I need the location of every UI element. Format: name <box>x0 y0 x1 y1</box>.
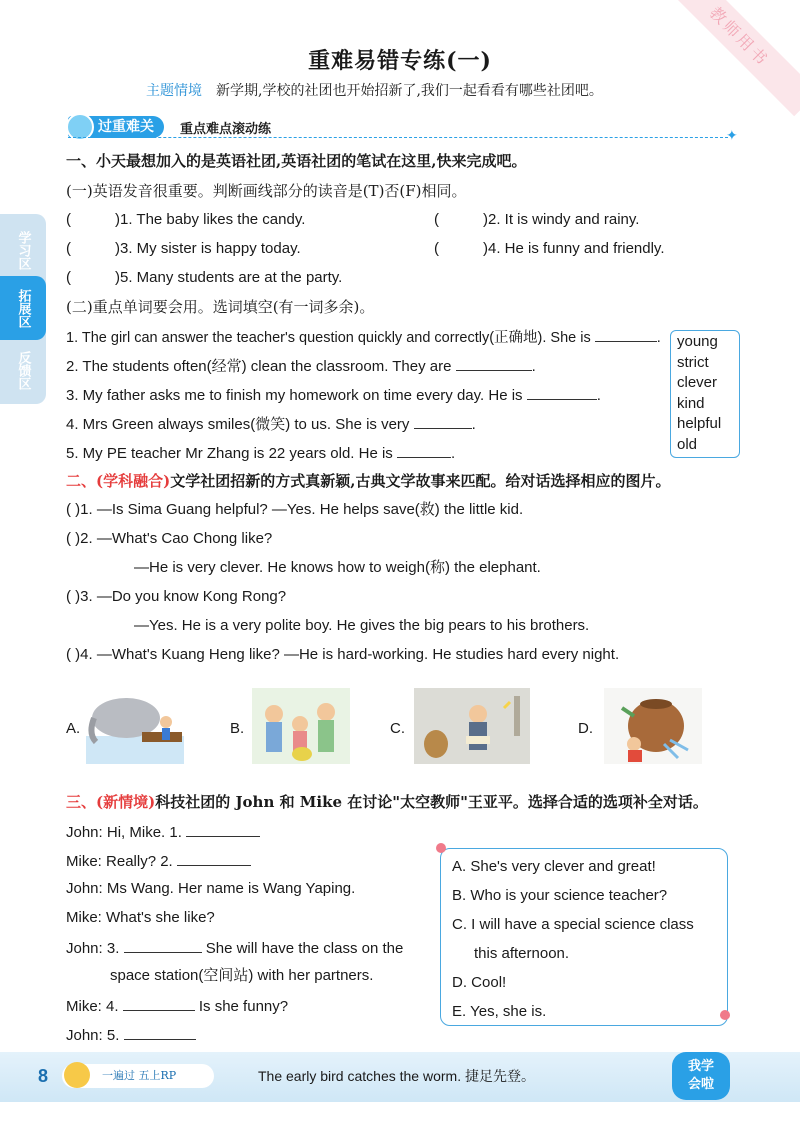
star-icon: ✦ <box>726 127 738 143</box>
part3-heading <box>66 793 708 811</box>
heading-tag: (学科融合) <box>96 472 171 490</box>
fill-item-3 <box>66 385 601 405</box>
fill-item-4 <box>66 414 476 434</box>
fill-item-2 <box>66 356 536 376</box>
teacher-edition-ribbon: 教师用书 <box>660 0 800 116</box>
heading-number: 三、 <box>66 793 97 811</box>
dialog-tail: Is she funny? <box>198 998 289 1015</box>
fill-text: 4. Mrs Green always smiles(微笑) to us. She is very <box>66 416 410 433</box>
section-divider <box>68 137 728 138</box>
pic-label-a: A. <box>66 720 81 737</box>
kong-rong-pears-picture <box>252 688 350 764</box>
page-number: 8 <box>38 1066 49 1086</box>
footer-logo <box>672 1052 730 1100</box>
elephant-boat-picture <box>86 688 184 764</box>
fill-text: 1. The girl can answer the teacher's question quickly and correctly(正确地). She is <box>66 330 591 346</box>
word-bank-item: young <box>677 333 718 350</box>
section-badge: 过重难关 <box>68 116 164 138</box>
side-tab-study[interactable]: 学习区 <box>15 230 31 270</box>
paren-close: ) <box>115 211 120 228</box>
item-text: 5. Many students are at the party. <box>120 269 343 286</box>
part1-sub2: (二)重点单词要会用。选词填空(有一词多余)。 <box>66 298 375 316</box>
dialog-text: 3. <box>106 940 120 957</box>
option-text: Who is your science teacher? <box>470 887 668 904</box>
match-item-3: ( )3. —Do you know Kong Rong? <box>66 588 287 605</box>
word-bank-item: clever <box>677 374 718 391</box>
footer-motto: The early bird catches the worm. 捷足先登。 <box>258 1068 535 1084</box>
paren-open: ( <box>434 240 439 257</box>
dialog-line-6: space station(空间站) with her partners. <box>110 967 374 984</box>
dialog-text: What's she like? <box>106 909 215 926</box>
option-b <box>452 887 667 905</box>
option-a <box>452 858 656 876</box>
period: . <box>450 445 456 462</box>
theme-line <box>146 80 603 100</box>
dialog-text: 5. <box>106 1027 120 1044</box>
word-bank <box>670 330 740 458</box>
paren-open: ( <box>66 269 71 286</box>
phonics-item-3 <box>66 240 301 258</box>
logo-line-2: 会啦 <box>687 1077 714 1092</box>
fill-blank[interactable] <box>456 356 532 371</box>
option-text: Cool! <box>471 974 507 991</box>
part1-heading: 一、小天最想加入的是英语社团,英语社团的笔试在这里,快来完成吧。 <box>66 152 527 170</box>
period: . <box>531 358 536 375</box>
match-item-3-answer: —Yes. He is a very polite boy. He gives the big pears to his brothers. <box>134 617 590 634</box>
option-text: She's very clever and great! <box>470 858 656 875</box>
item-text: 4. He is funny and friendly. <box>488 240 665 257</box>
fill-item-1 <box>66 327 661 347</box>
word-bank-item: old <box>677 435 698 453</box>
speaker: John: <box>66 824 103 841</box>
option-text: Yes, she is. <box>470 1003 547 1020</box>
heading-number: 二、 <box>66 472 97 490</box>
option-c-continued: this afternoon. <box>474 945 570 962</box>
page-title: 重难易错专练(一) <box>308 48 492 74</box>
option-letter: D. <box>452 974 467 991</box>
fill-text: 5. My PE teacher Mr Zhang is 22 years old. He is <box>66 445 393 462</box>
paren-close: ) <box>115 240 120 257</box>
speaker: John: <box>66 940 103 957</box>
dialog-line-4 <box>66 909 215 927</box>
match-item-4: ( )4. —What's Kuang Heng like? —He is hard-working. He studies hard every night. <box>66 646 620 663</box>
fill-blank[interactable] <box>397 443 451 458</box>
section-subtitle: 重点难点滚动练 <box>180 122 272 137</box>
item-text: 2. It is windy and rainy. <box>488 211 640 228</box>
fill-blank[interactable] <box>527 385 597 400</box>
fill-text: 2. The students often(经常) clean the classroom. They are <box>66 358 452 375</box>
item-text: 3. My sister is happy today. <box>120 240 301 257</box>
kuang-heng-studying-picture <box>414 688 530 764</box>
theme-text: 新学期,学校的社团也开始招新了,我们一起看看有哪些社团吧。 <box>216 83 603 99</box>
speaker: John: <box>66 1027 103 1044</box>
paren-open: ( <box>66 240 71 257</box>
fill-text: 3. My father asks me to finish my homework on time every day. He is <box>66 387 523 404</box>
dialog-blank[interactable] <box>186 822 260 837</box>
dialog-text: 4. <box>106 998 119 1015</box>
item-text: 1. The baby likes the candy. <box>120 211 306 228</box>
paren-open: ( <box>434 211 439 228</box>
dialog-line-8 <box>66 1025 196 1045</box>
side-tab-extend[interactable]: 拓展区 <box>0 276 46 340</box>
pic-label-c: C. <box>390 720 405 737</box>
phonics-item-5 <box>66 269 342 287</box>
mascot-star-icon <box>64 1062 90 1088</box>
sima-guang-jar-picture <box>604 688 702 764</box>
period: . <box>656 330 661 346</box>
match-item-1: ( )1. —Is Sima Guang helpful? —Yes. He helps save(救) the little kid. <box>66 501 524 518</box>
dialog-line-1 <box>66 822 260 842</box>
dialog-line-7 <box>66 996 288 1016</box>
period: . <box>471 416 476 433</box>
heading-tag: (新情境) <box>96 793 156 811</box>
option-letter: A. <box>452 858 467 875</box>
paren-close: ) <box>115 269 120 286</box>
logo-line-1: 我学 <box>687 1059 714 1074</box>
strawberry-icon <box>436 843 446 853</box>
fill-blank[interactable] <box>595 327 657 342</box>
dialog-text: Hi, Mike. 1. <box>106 824 182 841</box>
pic-label-d: D. <box>578 720 593 737</box>
theme-label: 主题情境 <box>146 83 202 99</box>
dialog-blank[interactable] <box>124 1025 196 1040</box>
match-item-2-answer: —He is very clever. He knows how to weigh(称) the elephant. <box>134 559 541 576</box>
part2-heading <box>66 472 670 490</box>
side-tab-feedback[interactable]: 反馈区 <box>15 350 31 390</box>
option-c <box>452 916 694 934</box>
dialog-blank[interactable] <box>177 851 251 866</box>
period: . <box>596 387 601 404</box>
speaker: John: <box>66 880 103 897</box>
part1-sub1: (一)英语发音很重要。判断画线部分的读音是(T)否(F)相同。 <box>66 182 467 200</box>
option-d <box>452 974 506 992</box>
heading-text: 文学社团招新的方式真新颖,古典文学故事来匹配。给对话选择相应的图片。 <box>170 472 671 490</box>
match-item-2: ( )2. —What's Cao Chong like? <box>66 530 273 547</box>
phonics-item-1 <box>66 211 305 229</box>
option-e <box>452 1003 546 1021</box>
paren-open: ( <box>66 211 71 228</box>
phonics-item-4 <box>434 240 664 258</box>
dialog-line-3 <box>66 880 355 898</box>
dialog-text: Really? 2. <box>106 853 173 870</box>
pic-label-b: B. <box>230 720 245 737</box>
word-bank-item: kind <box>677 394 705 412</box>
dialog-blank[interactable] <box>123 996 195 1011</box>
fill-blank[interactable] <box>414 414 472 429</box>
option-text: I will have a special science class <box>471 916 694 933</box>
dialog-tail: She will have the class on the <box>205 940 404 957</box>
heading-text: 科技社团的 John 和 Mike 在讨论"太空教师"王亚平。选择合适的选项补全对话。 <box>155 793 708 811</box>
speaker: Mike: <box>66 853 102 870</box>
word-bank-item: strict <box>677 353 709 371</box>
word-bank-item: helpful <box>677 415 722 432</box>
dialog-blank[interactable] <box>124 938 202 953</box>
dialog-text: Ms Wang. Her name is Wang Yaping. <box>106 880 356 897</box>
phonics-item-2 <box>434 211 639 229</box>
fill-item-5 <box>66 443 455 463</box>
option-letter: C. <box>452 916 467 933</box>
speaker: Mike: <box>66 998 102 1015</box>
paren-close: ) <box>483 240 488 257</box>
strawberry-icon <box>720 1010 730 1020</box>
dialog-line-5 <box>66 938 403 958</box>
option-letter: B. <box>452 887 467 904</box>
dialog-line-2 <box>66 851 251 871</box>
brand-label: 一遍过 五上RP <box>62 1064 214 1088</box>
speaker: Mike: <box>66 909 102 926</box>
option-letter: E. <box>452 1003 467 1020</box>
paren-close: ) <box>483 211 488 228</box>
